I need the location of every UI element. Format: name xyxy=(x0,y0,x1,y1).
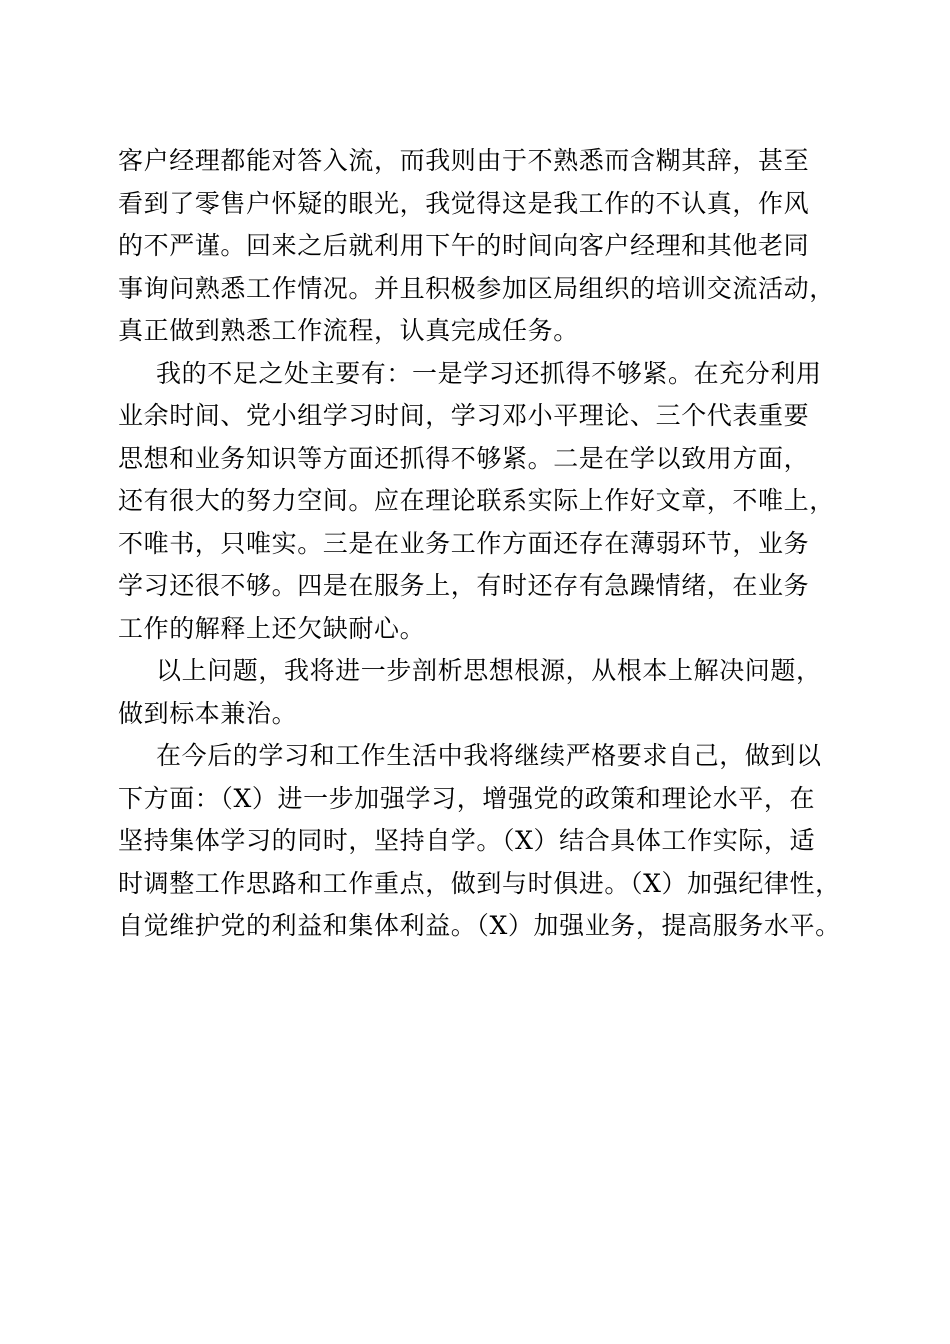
text-line: 以上问题，我将进一步剖析思想根源，从根本上解决问题， xyxy=(156,656,822,685)
text-line: 还有很大的努力空间。应在理论联系实际上作好文章，不唯上， xyxy=(118,486,835,515)
text-line: 时调整工作思路和工作重点，做到与时俱进。（X）加强纪律性， xyxy=(118,868,841,898)
text-line: 在今后的学习和工作生活中我将继续严格要求自己，做到以 xyxy=(156,741,822,770)
text-line: 事询问熟悉工作情况。并且积极参加区局组织的培训交流活动， xyxy=(118,273,835,303)
text-line: 坚持集体学习的同时，坚持自学。（X）结合具体工作实际，适 xyxy=(118,826,816,855)
paragraph-4 xyxy=(118,735,841,948)
text-line: 工作的解释上还欠缺耐心。 xyxy=(118,613,426,643)
document-body xyxy=(118,140,841,948)
text-line: 思想和业务知识等方面还抓得不够紧。二是在学以致用方面， xyxy=(118,443,810,473)
text-line: 下方面：（X）进一步加强学习，增强党的政策和理论水平，在 xyxy=(118,783,816,813)
text-line: 不唯书，只唯实。三是在业务工作方面还存在薄弱环节，业务 xyxy=(118,528,810,558)
text-line: 客户经理都能对答入流，而我则由于不熟悉而含糊其辞，甚至 xyxy=(118,146,810,175)
paragraph-3 xyxy=(118,650,838,735)
text-line: 的不严谨。回来之后就利用下午的时间向客户经理和其他老同 xyxy=(118,231,810,260)
text-line: 做到标本兼治。 xyxy=(118,698,298,728)
text-line: 业余时间、党小组学习时间，学习邓小平理论、三个代表重要 xyxy=(118,401,810,430)
text-line: 我的不足之处主要有：一是学习还抓得不够紧。在充分利用 xyxy=(156,358,822,388)
text-line: 真正做到熟悉工作流程，认真完成任务。 xyxy=(118,316,579,345)
text-line: 看到了零售户怀疑的眼光，我觉得这是我工作的不认真，作风 xyxy=(118,188,810,218)
text-line: 学习还很不够。四是在服务上，有时还存有急躁情绪，在业务 xyxy=(118,571,810,600)
paragraph-1 xyxy=(118,140,838,353)
paragraph-2 xyxy=(118,353,838,651)
text-line: 自觉维护党的利益和集体利益。（X）加强业务，提高服务水平。 xyxy=(118,911,841,940)
